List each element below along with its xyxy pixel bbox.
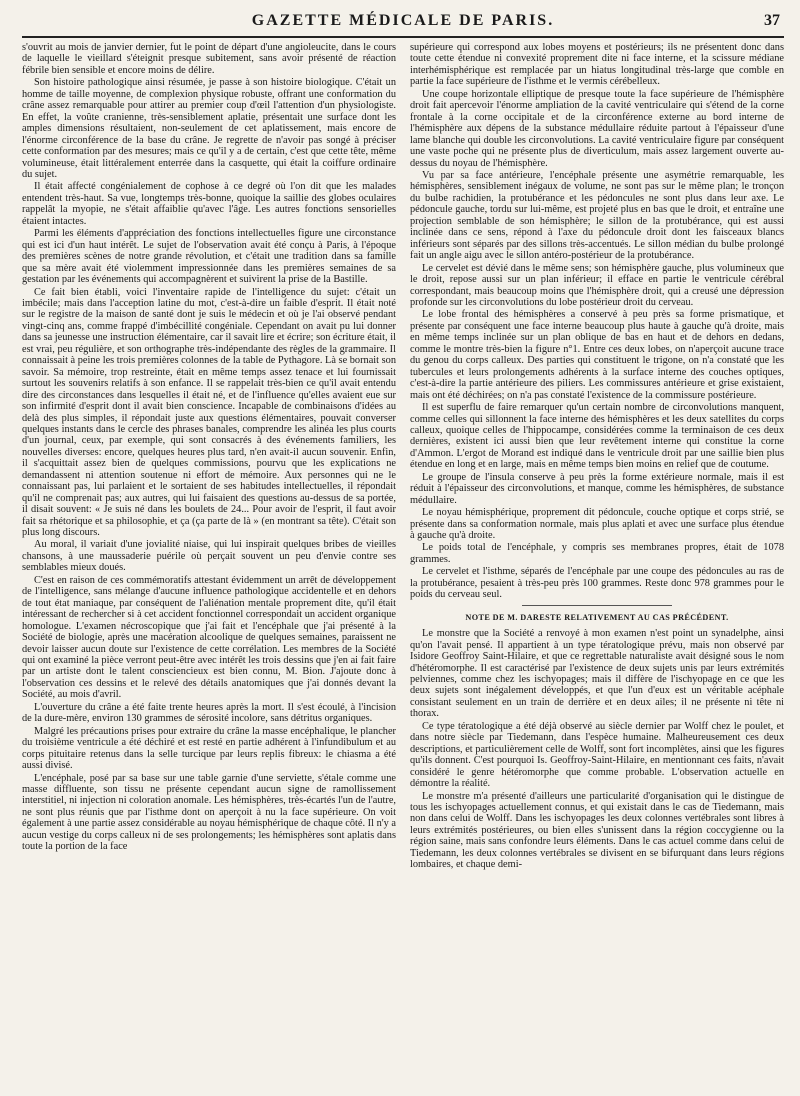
paragraph: Parmi les éléments d'appréciation des fonctions intellectuelles figure une circonstance qui est ici d'un haut intérêt. Le sujet de l'observation avait été conçu à Paris, à l'époque des premières scènes de notre grande révolution, et c'était une tradition dans sa famille que sa mère avait été violemment impressionnée dans les premières semaines de sa gestation par les événements qui accompagnèrent et suivirent la prise de la Bastille. [22, 228, 396, 286]
page-number: 37 [764, 12, 780, 29]
section-divider [522, 605, 672, 606]
paragraph: Le groupe de l'insula conserve à peu près la forme extérieure normale, mais il est réduit à l'épaisseur des circonvolutions, et manque, comme les hémisphères, de substance médullaire. [410, 471, 784, 506]
paragraph: Il est superflu de faire remarquer qu'un certain nombre de circonvolutions manquent, comme celles qui sillonnent la face interne des hémisphères et les deux satellites du corps calleux, quoique celles de l'hippocampe, considérées comme la terminaison de ces deux dernières, existent ici aussi bien que leur revêtement interne qui constitue la corne d'Ammon. L'ergot de Morand est indiqué dans le ventricule droit par une saillie bien plus étendue en long et en large, mais en même temps bien moins en relief que de coutume. [410, 402, 784, 471]
note-heading: NOTE DE M. DARESTE RELATIVEMENT AU CAS PRÉCÉDENT. [465, 612, 729, 622]
paragraph: C'est en raison de ces commémoratifs attestant évidemment un arrêt de développement de l'intelligence, sans mélange d'aucune influence pathologique accidentelle et en dehors de tout état maniaque, par conséquent de l'aliénation mentale proprement dite, qu'il était intéressant de rechercher si à cet accident fonctionnel correspondait un accident organique homologue. L'examen nécroscopique que j'ai fait et l'encéphale que j'ai présenté à la Société de biologie, après une macération alcoolique de quelques semaines, paraissent ne devoir laisser aucun doute sur l'existence de cette corrélation. Les membres de la Société qui ont examiné la pièce verront peut-être avec intérêt les trois dessins que j'en ai fait faire par un artiste dont le talent consciencieux est bien connu, M. Bion. J'ajoute donc à l'observation ces dessins et le relevé des détails anatomiques que j'ai donnés devant la Société, au mois d'avril. [22, 574, 396, 701]
paragraph: Le poids total de l'encéphale, y compris ses membranes propres, était de 1078 grammes. [410, 542, 784, 565]
paragraph: Le cervelet et l'isthme, séparés de l'encéphale par une coupe des pédoncules au ras de la protubérance, pesaient à très-peu près 100 grammes. Reste donc 978 grammes pour le poids du cerveau seul. [410, 566, 784, 601]
paragraph: Vu par sa face antérieure, l'encéphale présente une asymétrie remarquable, les hémisphères, sensiblement inégaux de volume, ne sont pas sur le même plan; le tronçon du bulbe rachidien, la protubérance et les pédoncules ne sont plus dans leur axe. Le pédoncule gauche, tordu sur lui-même, est projeté plus en bas que le droit, et entraîne une projection semblable de son hémisphère; le sillon de la protubérance, qui est aussi inclinée dans ce sens, répond à l'axe du pédoncule droit dont les faisceaux blancs inférieurs sont séparés par des sillons très-accentués. Le sillon médian du bulbe prolongé fait un angle aigu avec le sillon antéro-postérieur de la protubérance. [410, 169, 784, 262]
paragraph: supérieure qui correspond aux lobes moyens et postérieurs; ils ne présentent donc dans toute cette étendue ni convexité proprement dite ni face interne, et la scissure médiane interhémisphérique est remplacée par un hiatus longitudinal très-large que comble en partie la face supérieure de l'isthme et le vermis cérébelleux. [410, 42, 784, 88]
two-column-body [22, 42, 784, 872]
paragraph: s'ouvrit au mois de janvier dernier, fut le point de départ d'une angioleucite, dans le cours de laquelle le vieillard s'éteignit presque subitement, sans avoir présenté de réaction fébrile bien sensible et encore moins de délire. [22, 42, 396, 76]
paragraph: Le noyau hémisphérique, proprement dit pédoncule, couche optique et corps strié, se présente dans sa conformation normale, mais plus aplati et avec une surface plus étendue à gauche qu'à droite. [410, 507, 784, 542]
journal-title: GAZETTE MÉDICALE DE PARIS. [251, 12, 555, 29]
paragraph: Une coupe horizontale elliptique de presque toute la face supérieure de l'hémisphère droit fait apercevoir l'énorme ampliation de la cavité ventriculaire qui s'étend de la corne frontale à la corne occipitale et de la circonférence externe au bord interne de l'hémisphère aux dépens de la substance médullaire réduite partout à l'épaisseur d'une lame blanche qui double les circonvolutions. La cavité ventriculaire figure par conséquent une vaste poche qui ne présente plus de diverticulum, mais assez largement ouverte au-dessus du noyau de l'hémisphère. [410, 88, 784, 169]
paragraph: Ce fait bien établi, voici l'inventaire rapide de l'intelligence du sujet: c'était un imbécile; mais dans l'acception latine du mot, c'est-à-dire un faible d'esprit. Il était noté sur le registre de la maison de santé dont je suis le médecin et où je l'ai observé pendant vingt-cinq ans, comme frappé d'imbécillité congéniale. Cependant on avait pu lui donner dans sa jeunesse une instruction élémentaire, car il savait lire et écrire; son écriture était, il est vrai, peu régulière, et son orthographe très-indépendante des règles de la grammaire. Il connaissait à peine les trois premières colonnes de la table de Pythagore. Là se bornait son savoir. Sa mémoire, trop restreinte, était en même temps assez tenace et lui fournissait surtout les souvenirs relatifs à son enfance. Il se rappelait très-bien ce qu'il avait entendu dire des circonstances dans lesquelles il était né, et de l'influence qu'elles avaient eue sur son infirmité d'esprit dont il avait bien conscience. Incapable de combinaisons d'idées au delà des plus simples, il répondait juste aux questions élémentaires, pouvait converser quelques instants dans le cercle des phrases banales, comprendre les alinéa les plus courts d'un journal, ceux, par exemple, qui sont consacrés à des événements familiers, les nouvelles diverses: encore, quelques heures plus tard, n'en avait-il aucun souvenir. Enfin, il s'acquittait assez bien de quelques commissions, pourvu que les explications ne demandassent ni attention soutenue ni effort de mémoire. Aux personnes qui ne le connaissant pas, lui parlaient et le sortaient de ses habitudes intellectuelles, il répondait qu'il ne comprenait pas; aux autres, qui lui faisaient des questions au-dessus de sa portée, il disait souvent: « Je suis né dans les boulets de 24... Pour avoir de l'esprit, il faut avoir fait sa rhétorique et sa philosophie, et ça (ça parte de là » (en montrant sa tête). C'était son plus long discours. [22, 286, 396, 539]
paragraph: Au moral, il variait d'une jovialité niaise, qui lui inspirait quelques bribes de vieilles chansons, à une maussaderie puérile où perçait souvent un peu d'envie contre ses semblables mieux doués. [22, 539, 396, 574]
paragraph: L'ouverture du crâne a été faite trente heures après la mort. Il s'est écoulé, à l'incision de la dure-mère, environ 130 grammes de sérosité incolore, sans détritus organiques. [22, 701, 396, 725]
paragraph: Le cervelet est dévié dans le même sens; son hémisphère gauche, plus volumineux que le droit, repose aussi sur un plan inférieur; il efface en partie le ventricule cérébral correspondant, mais beaucoup moins que l'hémisphère droit, qui a creusé une dépression profonde sur les circonvolutions du lobe postérieur droit du cerveau. [410, 262, 784, 308]
paragraph: Il était affecté congénialement de cophose à ce degré où l'on dit que les malades entendent très-haut. Sa vue, longtemps très-bonne, quoique la saillie des globes oculaires rappelât la myopie, ne s'était affaiblie qu'avec l'âge. Les autres fonctions sensorielles étaient intactes. [22, 181, 396, 227]
paragraph: Son histoire pathologique ainsi résumée, je passe à son histoire biologique. C'était un homme de taille moyenne, de complexion physique robuste, offrant une conformation du crâne assez remarquable pour attirer au premier coup d'œil l'attention d'un physiologiste. En effet, la voûte cranienne, très-sensiblement aplatie, présentait une surface dont les amples dimensions résultaient, non-seulement de cet aplatissement, mais encore de l'énorme circonférence de la base du crâne. Je regrette de n'avoir pas songé à préciser cette conformation par des mesures; mais ce qu'il y a de certain, c'est que cette tête, même volumineuse, était littéralement enterrée dans la casquette, qui était la coiffure ordinaire du sujet. [22, 77, 396, 180]
note-paragraph: Le monstre m'a présenté d'ailleurs une particularité d'organisation qui le distingue de tous les ischyopages actuellement connus, et qui existait dans le cas de Tiedemann, mais non dans celui de Wolff. Dans les ischyopages les deux colonnes vertébrales sont libres à leurs extrémités postérieures, ou bien elles s'unissent dans la région coccygienne ou la région saine, mais sans confondre leurs éléments. Dans le cas actuel comme dans celui de Tiedemann, les deux colonnes vertébrales se divisent en se bifurquant dans leurs régions lombaires, et chaque demi- [410, 790, 784, 871]
paragraph: Malgré les précautions prises pour extraire du crâne la masse encéphalique, le plancher du troisième ventricule a été déchiré et est resté en partie adhérent à l'infundibulum et au corps pituitaire retenus dans la selle turcique par leurs replis fibreux: le chiasma a été aussi divisé. [22, 725, 396, 772]
paragraph: L'encéphale, posé par sa base sur une table garnie d'une serviette, s'étale comme une masse diffluente, son tissu ne présente cependant aucun signe de ramollissement interstitiel, ni injection ni coloration anomale. Les hémisphères, très-écartés l'un de l'autre, ne sont plus réunis que par l'isthme dont on aperçoit à nu la face supérieure. On voit également à une partie assez considérable au noyau hémisphérique de chaque côté. Il n'y a aucun vestige du corps calleux ni de ses prolongements; les hémisphères sont aplatis dans toute la portion de la face [22, 772, 396, 853]
running-header [22, 6, 784, 38]
right-column [410, 42, 784, 872]
paragraph: Le lobe frontal des hémisphères a conservé à peu près sa forme prismatique, et présente par conséquent une face interne beaucoup plus haute à gauche qu'à droite, mais en même temps inclinée sur un plan oblique de bas en haut et de dehors en dedans, comme le montre très-bien la figure n°1. Entre ces deux lobes, on n'aperçoit aucune trace du genou du corps calleux. Des parties qui constituent le trigone, on n'a constaté que les tubercules et leurs prolongements adhérents à la surface interne des couches optiques, c'est-à-dire la partie antérieure des piliers. Les commissures antérieure et grise existaient, mais ont été déchirées; on n'a pas constaté l'existence de la commissure postérieure. [410, 309, 784, 401]
note-paragraph: Le monstre que la Société a renvoyé à mon examen n'est point un synadelphe, ainsi qu'on l'avait pensé. Il appartient à un type tératologique prévu, mais non observé par Isidore Geoffroy Saint-Hilaire, et que ce regrettable naturaliste avait désigné sous le nom d'hétéromorphe. Il est caractérisé par l'existence de deux sujets unis par leurs extrémités pelviennes, comme chez les ischyopages; mais il diffère de l'ischyopage en ce que les deux sujets sont inégalement développés, et que l'un d'eux est un véritable acéphale consistant seulement en un train de derrière et en deux ailes; il ne présente ni tête ni thorax. [410, 628, 784, 720]
left-column [22, 42, 396, 872]
note-paragraph: Ce type tératologique a été déjà observé au siècle dernier par Wolff chez le poulet, et dans notre siècle par Tiedemann, dans l'espèce humaine. Malheureusement ces deux descriptions, et particulièrement celle de Wolff, sont fort incomplètes, ainsi que les figures qu'ils donnent. C'est pourquoi Is. Geoffroy-Saint-Hilaire, en mentionnant ces faits, n'avait considéré le genre hétéromorphe que comme probable. L'observation actuelle en démontre la réalité. [410, 720, 784, 790]
